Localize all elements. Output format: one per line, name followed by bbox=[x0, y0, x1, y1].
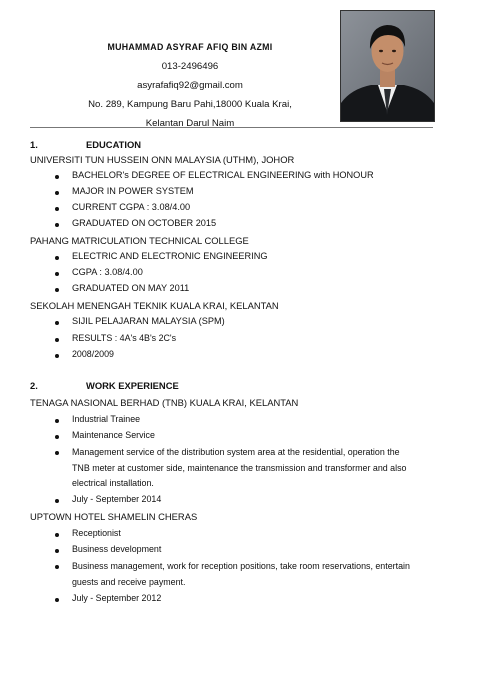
list-item: CURRENT CGPA : 3.08/4.00 bbox=[72, 202, 191, 212]
section-number: 1. bbox=[30, 139, 38, 150]
address-line-1: No. 289, Kampung Baru Pahi,18000 Kuala Krai, bbox=[88, 99, 292, 110]
institution-name: PAHANG MATRICULATION TECHNICAL COLLEGE bbox=[30, 235, 249, 246]
list-item: Management service of the distribution system area at the residential, operation the TNB meter at customer side, maintenance the transmission and transformer and also electrical installation. bbox=[72, 445, 412, 492]
list-item: Business management, work for reception positions, take room reservations, entertain guests and receive payment. bbox=[72, 559, 412, 590]
list-item: 2008/2009 bbox=[72, 349, 114, 359]
list-item: ELECTRIC AND ELECTRONIC ENGINEERING bbox=[72, 251, 268, 261]
contact-header bbox=[40, 38, 340, 133]
list-item: GRADUATED ON OCTOBER 2015 bbox=[72, 218, 217, 228]
list-item: July - September 2014 bbox=[72, 494, 162, 504]
education-heading bbox=[30, 139, 141, 150]
list-item: Receptionist bbox=[72, 528, 121, 538]
header-divider bbox=[30, 127, 433, 128]
list-item: CGPA : 3.08/4.00 bbox=[72, 267, 143, 277]
list-item: RESULTS : 4A's 4B's 2C's bbox=[72, 333, 177, 343]
list-item: Maintenance Service bbox=[72, 430, 155, 440]
list-item: GRADUATED ON MAY 2011 bbox=[72, 283, 190, 293]
institution-name: SEKOLAH MENENGAH TEKNIK KUALA KRAI, KELANTAN bbox=[30, 300, 279, 311]
phone-number: 013-2496496 bbox=[161, 61, 219, 72]
applicant-name: MUHAMMAD ASYRAF AFIQ BIN AZMI bbox=[107, 42, 273, 52]
employer-name: TENAGA NASIONAL BERHAD (TNB) KUALA KRAI, KELANTAN bbox=[30, 397, 299, 408]
email-address: asyrafafiq92@gmail.com bbox=[137, 80, 243, 91]
list-item: SIJIL PELAJARAN MALAYSIA (SPM) bbox=[72, 316, 225, 326]
portrait-image bbox=[341, 11, 434, 121]
list-item: Industrial Trainee bbox=[72, 414, 141, 424]
work-experience-heading bbox=[30, 380, 179, 391]
employer-name: UPTOWN HOTEL SHAMELIN CHERAS bbox=[30, 511, 198, 522]
address-line-2: Kelantan Darul Naim bbox=[145, 118, 235, 129]
list-item: July - September 2012 bbox=[72, 593, 162, 603]
section-title: WORK EXPERIENCE bbox=[86, 380, 179, 391]
institution-name: UNIVERSITI TUN HUSSEIN ONN MALAYSIA (UTHM), JOHOR bbox=[30, 154, 295, 165]
section-number: 2. bbox=[30, 380, 38, 391]
list-item: Business development bbox=[72, 544, 162, 554]
profile-photo bbox=[340, 10, 435, 122]
list-item: MAJOR IN POWER SYSTEM bbox=[72, 186, 194, 196]
list-item: BACHELOR's DEGREE OF ELECTRICAL ENGINEERING with HONOUR bbox=[72, 170, 374, 180]
section-title: EDUCATION bbox=[86, 139, 142, 150]
